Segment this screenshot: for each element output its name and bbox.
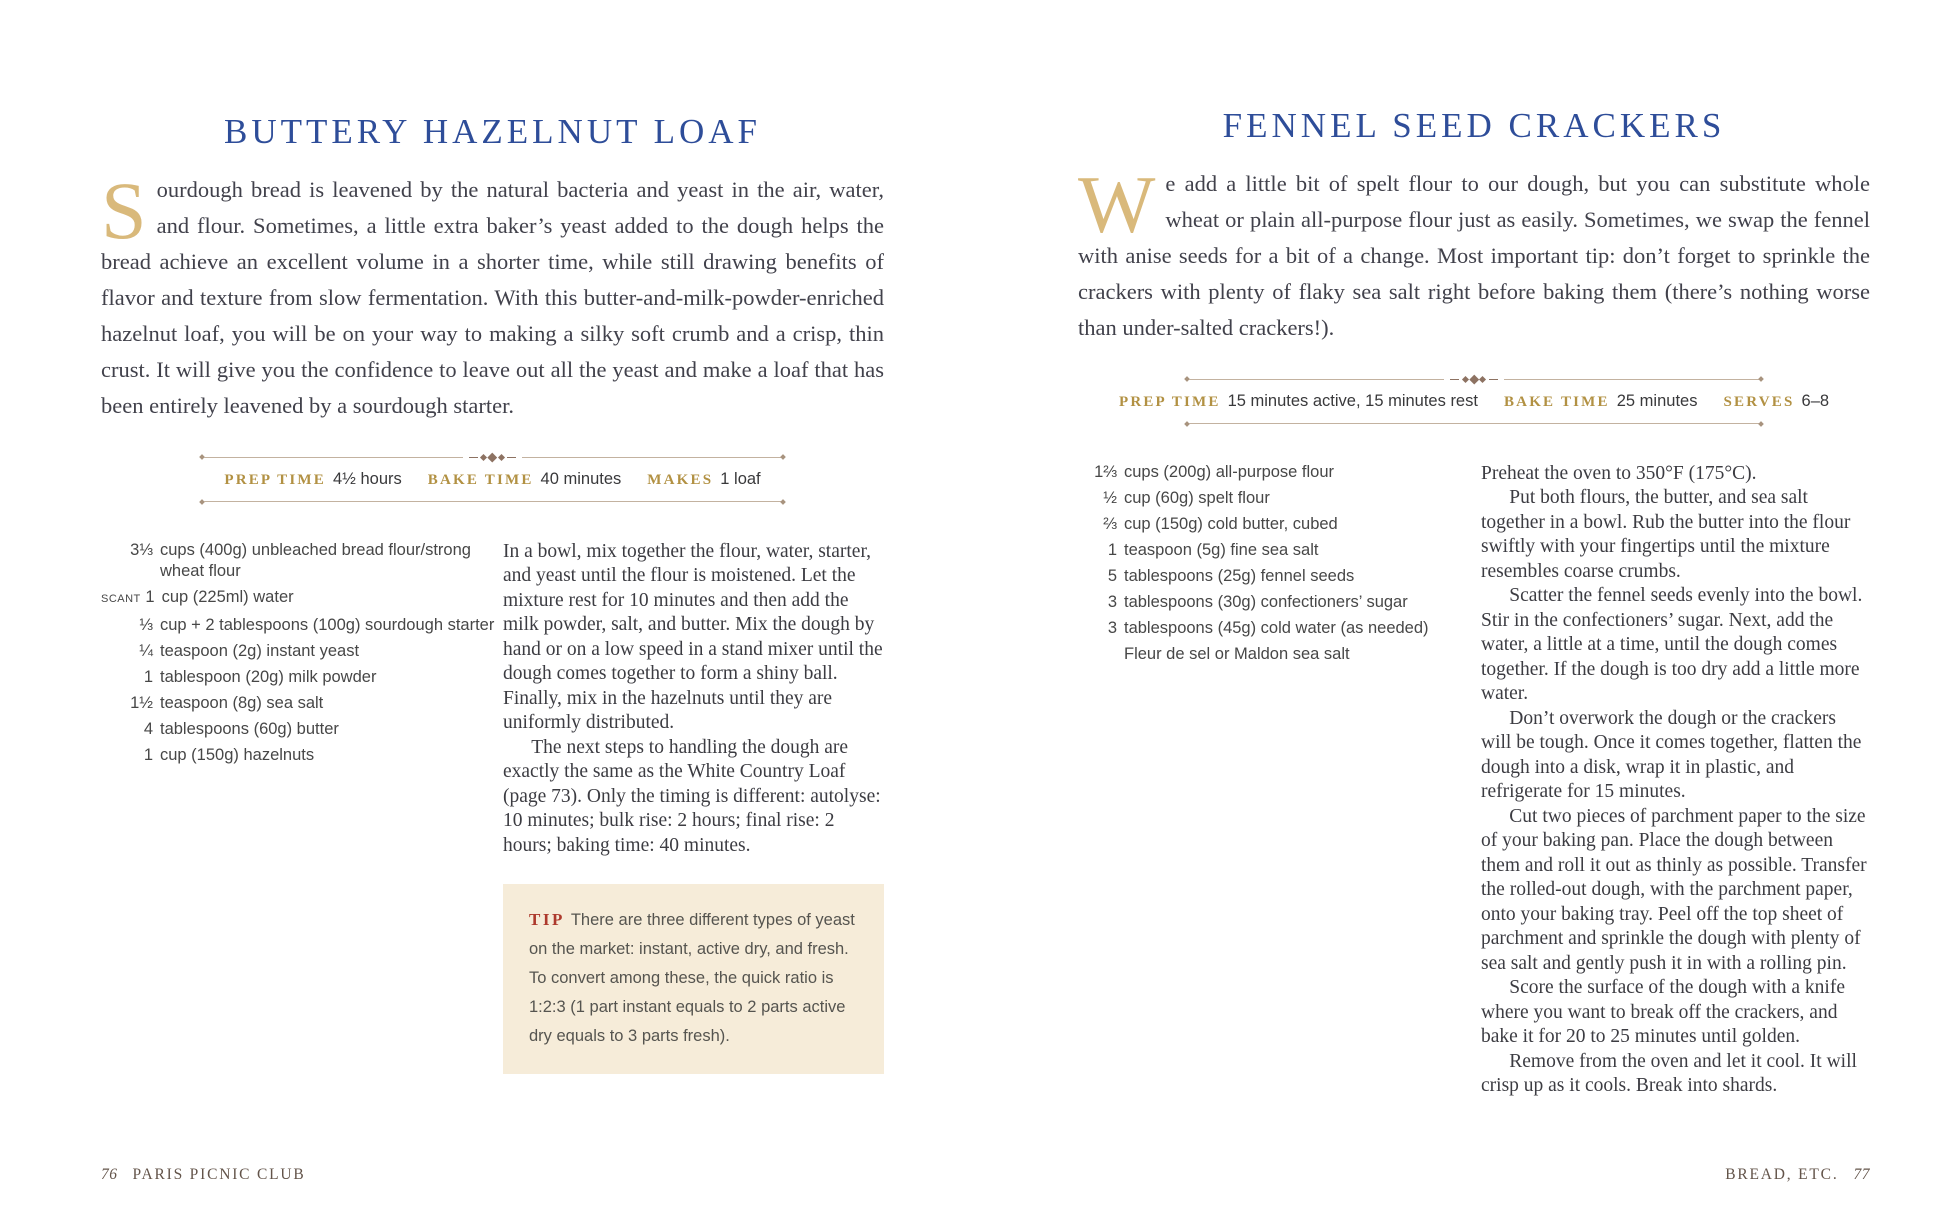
ingredient-qty: ⅔ bbox=[1103, 514, 1117, 533]
divider-ornament-icon bbox=[467, 454, 519, 461]
ingredient-qty: 3⅓ bbox=[130, 540, 153, 559]
method-paragraph: Put both flours, the butter, and sea salt together in a bowl. Rub the butter into the flour swiftly with your fingertips until the mixture resembles coarse crumbs. bbox=[1481, 487, 1851, 582]
meta-prep-time: PREP TIME 15 minutes active, 15 minutes rest bbox=[1118, 391, 1478, 410]
ingredient-item bbox=[1087, 540, 1481, 561]
intro-paragraph-left bbox=[101, 165, 884, 424]
ingredient-item bbox=[101, 693, 503, 714]
ingredient-item bbox=[1087, 488, 1481, 509]
drop-cap-right: W bbox=[1078, 159, 1156, 250]
ingredient-text: teaspoon (5g) fine sea salt bbox=[1124, 540, 1319, 559]
meta-bake-time: BAKE TIME 40 minutes bbox=[427, 469, 622, 488]
meta-bake-time: BAKE TIME 25 minutes bbox=[1503, 391, 1698, 410]
footer-right bbox=[1725, 1166, 1870, 1184]
method-paragraph: Scatter the fennel seeds evenly into the bowl. Stir in the confectioners’ sugar. Next, add the water, a little at a time, until the dough comes together. If the dough is too dry add a little more water. bbox=[1481, 585, 1863, 704]
ingredient-text: cup + 2 tablespoons (100g) sourdough starter bbox=[160, 615, 495, 634]
ingredient-qty: 4 bbox=[143, 719, 153, 738]
ingredient-text: cup (150g) hazelnuts bbox=[160, 745, 315, 764]
method-paragraph: Preheat the oven to 350°F (175°C). bbox=[1481, 462, 1757, 484]
ingredient-text: tablespoons (45g) cold water (as needed) bbox=[1124, 618, 1429, 637]
ingredient-qty: ⅓ bbox=[139, 615, 153, 634]
ingredient-qty: 1⅔ bbox=[1094, 462, 1117, 481]
ingredient-text: tablespoons (30g) confectioners’ sugar bbox=[1124, 592, 1408, 611]
ingredient-text: Fleur de sel or Maldon sea salt bbox=[1124, 644, 1350, 663]
rule-endcap-icon bbox=[780, 499, 786, 505]
ingredient-item bbox=[1087, 644, 1481, 665]
ingredient-qty: SCANT 1 bbox=[101, 587, 155, 606]
ingredient-qty: 1 bbox=[143, 667, 153, 686]
divider-ornament-icon bbox=[1448, 376, 1500, 383]
ingredient-item bbox=[101, 641, 503, 662]
meta-bar-left bbox=[200, 454, 785, 504]
ingredient-text: tablespoons (60g) butter bbox=[160, 719, 339, 738]
page-right bbox=[973, 0, 1946, 1217]
meta-bottom-rule bbox=[200, 500, 785, 504]
ingredient-qty: ¼ bbox=[139, 641, 153, 660]
meta-items-left bbox=[200, 461, 785, 500]
footer-title-left: PARIS PICNIC CLUB bbox=[132, 1166, 306, 1183]
ingredient-item bbox=[1087, 462, 1481, 483]
meta-bar-right bbox=[1118, 376, 1830, 426]
tip-text: There are three different types of yeast on the market: instant, active dry, and fresh. To convert among these, the quick ratio is 1:2:3 (1 part instant equals to 2 parts active dry equals to 3 parts fresh). bbox=[529, 911, 855, 1045]
meta-makes: MAKES 1 loaf bbox=[647, 469, 761, 488]
intro-text-left: ourdough bread is leavened by the natural bacteria and yeast in the air, water, and flour. Sometimes, a little extra baker’s yeast added to the dough helps the bread achieve an excellent volume in a shorter time, while still drawing benefits of flavor and texture from slow fermentation. With this butter-and-milk-powder-enriched hazelnut loaf, you will be on your way to making a silky soft crumb and a crisp, thin crust. It will give you the confidence to leave out all the yeast and make a loaf that has been entirely leavened by a sourdough starter. bbox=[101, 177, 884, 418]
footer-left bbox=[101, 1166, 306, 1184]
method-paragraph: Remove from the oven and let it cool. It will crisp up as it cools. Break into shards. bbox=[1481, 1050, 1857, 1096]
drop-cap-left: S bbox=[101, 165, 147, 256]
meta-prep-time: PREP TIME 4½ hours bbox=[224, 469, 402, 488]
page-number-right: 77 bbox=[1853, 1166, 1870, 1183]
intro-text-right: e add a little bit of spelt flour to our dough, but you can substitute whole wheat or plain all-purpose flour just as easily. Sometimes, we swap the fennel with anise seeds for a bit of a change. Most important tip: don’t forget to sprinkle the crackers with plenty of flaky sea salt right before baking them (there’s nothing worse than under-salted crackers!). bbox=[1078, 171, 1870, 340]
ingredient-item bbox=[1087, 514, 1481, 535]
method-paragraph: Cut two pieces of parchment paper to the size of your baking pan. Place the dough between them and roll it out as thinly as possible. Transfer the rolled-out dough, with the parchment paper, onto your baking tray. Peel off the top sheet of parchment and sprinkle the dough with plenty of sea salt and gently push it in with a rolling pin. bbox=[1481, 805, 1867, 974]
ingredient-item bbox=[101, 745, 503, 766]
ingredient-text: tablespoons (25g) fennel seeds bbox=[1124, 566, 1355, 585]
ingredient-text: teaspoon (2g) instant yeast bbox=[160, 641, 360, 660]
ingredient-text: teaspoon (8g) sea salt bbox=[160, 693, 324, 712]
ingredient-text: cup (150g) cold butter, cubed bbox=[1124, 514, 1338, 533]
method-text-right bbox=[1481, 462, 1870, 1099]
recipe-title-right: FENNEL SEED CRACKERS bbox=[1222, 106, 1726, 145]
method-paragraph: In a bowl, mix together the flour, water, starter, and yeast until the flour is moistened. Let the mixture rest for 10 minutes and then add the milk powder, salt, and butter. Mix the dough by hand or on a low speed in a stand mixer until the dough comes together to form a shiny ball. Finally, mix in the hazelnuts until they are uniformly distributed. bbox=[503, 540, 883, 733]
rule-endcap-icon bbox=[1758, 376, 1764, 382]
tip-label: TIP bbox=[529, 910, 565, 929]
rule-endcap-icon bbox=[1758, 421, 1764, 427]
ingredient-qty: 3 bbox=[1107, 592, 1117, 611]
ingredient-item bbox=[1087, 592, 1481, 613]
ingredient-item bbox=[101, 667, 503, 688]
ingredient-item bbox=[1087, 566, 1481, 587]
ingredient-text: tablespoon (20g) milk powder bbox=[160, 667, 377, 686]
rule-endcap-icon bbox=[780, 454, 786, 460]
ingredient-text: cups (200g) all-purpose flour bbox=[1124, 462, 1335, 481]
meta-bottom-rule bbox=[1185, 422, 1763, 426]
ingredient-text: cup (60g) spelt flour bbox=[1124, 488, 1270, 507]
ingredient-item bbox=[101, 719, 503, 740]
method-paragraph: Score the surface of the dough with a knife where you want to break off the crackers, and bake it for 20 to 25 minutes until golden. bbox=[1481, 977, 1845, 1047]
ingredient-qty bbox=[1087, 644, 1117, 665]
ingredient-text: cups (400g) unbleached bread flour/strong wheat flour bbox=[160, 540, 471, 580]
ingredient-qty: 1½ bbox=[130, 693, 153, 712]
ingredient-qty: 1 bbox=[1107, 540, 1117, 559]
ingredient-qty: 3 bbox=[1107, 618, 1117, 637]
ingredient-list-right bbox=[1078, 462, 1481, 1099]
method-paragraph: The next steps to handling the dough are exactly the same as the White Country Loaf (page 73). Only the timing is different: autolyse: 10 minutes; bulk rise: 2 hours; final rise: 2 hours; baking time: 40 minutes. bbox=[503, 736, 881, 856]
meta-items-right bbox=[1118, 383, 1830, 422]
page-number-left: 76 bbox=[101, 1166, 118, 1183]
tip-box bbox=[503, 884, 884, 1074]
ingredient-qty: ½ bbox=[1103, 488, 1117, 507]
ingredient-qty: 5 bbox=[1107, 566, 1117, 585]
recipe-title-left: BUTTERY HAZELNUT LOAF bbox=[223, 112, 762, 151]
ingredient-list-left bbox=[101, 540, 503, 1075]
intro-paragraph-right bbox=[1078, 159, 1870, 346]
method-paragraph: Don’t overwork the dough or the crackers will be tough. Once it comes together, flatten the dough into a disk, wrap it in plastic, and refrigerate for 15 minutes. bbox=[1481, 707, 1862, 802]
ingredient-item bbox=[101, 540, 503, 582]
ingredient-item bbox=[1087, 618, 1481, 639]
ingredient-item bbox=[101, 615, 503, 636]
ingredient-text: cup (225ml) water bbox=[161, 587, 294, 606]
method-text-left bbox=[503, 540, 884, 859]
meta-serves: SERVES 6–8 bbox=[1723, 391, 1830, 410]
ingredient-qty: 1 bbox=[143, 745, 153, 764]
ingredient-item bbox=[101, 587, 503, 610]
footer-title-right: BREAD, ETC. bbox=[1725, 1166, 1839, 1183]
